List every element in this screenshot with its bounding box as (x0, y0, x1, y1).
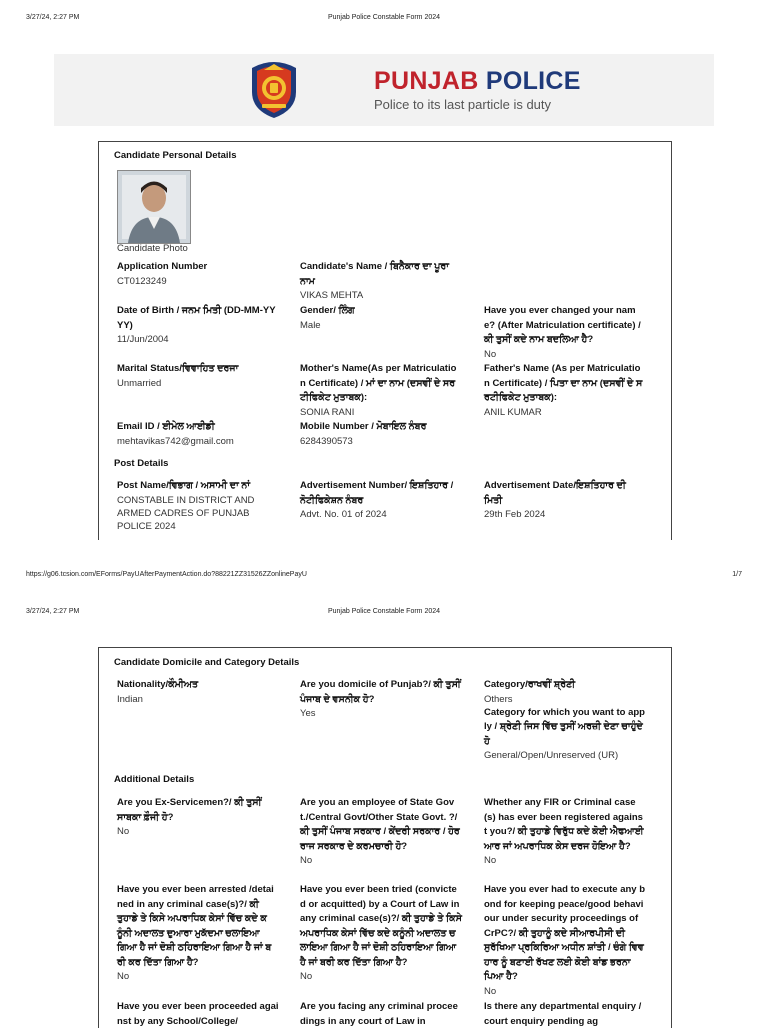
field-govt-employee: Are you an employee of State Govt./Central Govt/Other State Govt. ?/ ਕੀ ਤੁਸੀਂ ਪੰਜਾਬ ਸਰਕਾਰ / ਕੇਂਦਰੀ ਸਰਕਾਰ / ਹੋਰ ਰਾਜ ਸਰਕਾਰ ਦੇ ਕਰਮਚਾਰੀ ਹੋ? No (300, 797, 460, 866)
field-email: Email ID / ਈਮੇਲ ਆਈਡੀ mehtavikas742@gmail.com (117, 421, 234, 447)
brand-tagline: Police to its last particle is duty (374, 97, 552, 112)
section-title-additional: Additional Details (114, 774, 195, 785)
print-datetime: 3/27/24, 2:27 PM (26, 608, 80, 615)
personal-details-panel (98, 141, 672, 540)
field-domicile-punjab: Are you domicile of Punjab?/ ਕੀ ਤੁਸੀਂ ਪੰਜਾਬ ਦੇ ਵਸਨੀਕ ਹੋ? Yes (300, 679, 461, 719)
candidate-avatar-icon (118, 171, 190, 243)
brand-name (374, 67, 581, 96)
field-apply-category-label: Category for which you want to apply / ਸ਼੍ਰੇਣੀ ਜਿਸ ਵਿੱਚ ਤੁਸੀਂ ਅਰਜ਼ੀ ਦੇਣਾ ਚਾਹੁੰਦੇ ਹੋ (484, 706, 645, 747)
domicile-details-panel (98, 647, 672, 1028)
field-ex-servicemen: Are you Ex-Servicemen?/ ਕੀ ਤੁਸੀਂ ਸਾਬਕਾ ਫ਼ੌਜੀ ਹੋ? No (117, 797, 262, 837)
field-name-changed: Have you ever changed your name? (After Matriculation certificate) / ਕੀ ਤੁਸੀਂ ਕਦੇ ਨਾਮ ਬਦਲਿਆ ਹੈ? No (484, 305, 641, 360)
punjab-police-banner (54, 54, 714, 126)
field-school-proceedings: Have you ever been proceeded against by any School/College/ (117, 1001, 279, 1027)
field-nationality: Nationality/ਕੌਮੀਅਤ Indian (117, 679, 199, 705)
field-fir-registered: Whether any FIR or Criminal case(s) has ever been registered against you?/ ਕੀ ਤੁਹਾਡੇ ਵਿਰੁੱਧ ਕਦੇ ਕੋਈ ਐਫਆਈਆਰ ਜਾਂ ਅਪਰਾਧਿਕ ਕੇਸ ਦਰਜ ਹੋਇਆ ਹੈ? No (484, 797, 644, 866)
field-date-of-birth: Date of Birth / ਜਨਮ ਮਿਤੀ (DD-MM-YYYY) 11/Jun/2004 (117, 305, 276, 345)
field-gender: Gender/ ਲਿੰਗ Male (300, 305, 355, 331)
field-advertisement-date: Advertisement Date/ਇਸ਼ਤਿਹਾਰ ਦੀ ਮਿਤੀ 29th Feb 2024 (484, 480, 626, 520)
field-candidate-name: Candidate's Name / ਬਿਨੈਕਾਰ ਦਾ ਪੂਰਾ ਨਾਮ VIKAS MEHTA (300, 261, 449, 301)
candidate-photo (117, 170, 191, 244)
punjab-police-badge-icon (248, 58, 300, 120)
field-security-bond: Have you ever had to execute any bond for keeping peace/good behaviour under security proceedings of CrPC?/ ਕੀ ਤੁਹਾਨੂੰ ਕਦੇ ਸੀਆਰਪੀਸੀ ਦੀ ਸੁਰੱਖਿਆ ਪ੍ਰਕਿਰਿਆ ਅਧੀਨ ਸ਼ਾਂਤੀ / ਚੰਗੇ ਵਿਵਹਾਰ ਨੂੰ ਬਣਾਈ ਰੱਖਣ ਲਈ ਕੋਈ ਬਾਂਡ ਭਰਨਾ ਪਿਆ ਹੈ? No (484, 884, 646, 997)
section-title-post: Post Details (114, 458, 169, 469)
section-title-personal: Candidate Personal Details (114, 150, 237, 161)
field-post-name: Post Name/ਵਿਭਾਗ / ਅਸਾਮੀ ਦਾ ਨਾਂ CONSTABLE IN DISTRICT AND ARMED CADRES OF PUNJAB POLICE 2024 (117, 480, 255, 532)
print-footer-page1 (0, 569, 768, 581)
field-advertisement-number: Advertisement Number/ ਇਸ਼ਤਿਹਾਰ / ਨੋਟੀਫਿਕੇਸ਼ਨ ਨੰਬਰ Advt. No. 01 of 2024 (300, 480, 454, 520)
field-marital-status: Marital Status/ਵਿਵਾਹਿਤ ਦਰਜਾ Unmarried (117, 363, 239, 389)
section-title-domicile: Candidate Domicile and Category Details (114, 657, 300, 668)
print-url: https://g06.tcsion.com/EForms/PayUAfterPaymentAction.do?88221ZZ31526ZZonlinePayU (26, 571, 307, 578)
field-tried-in-court: Have you ever been tried (convicted or acquitted) by a Court of Law in any criminal case(s)?/ ਕੀ ਤੁਹਾਡੇ ਤੇ ਕਿਸੇ ਅਪਰਾਧਿਕ ਕੇਸਾਂ ਵਿੱਚ ਕਦੇ ਕਨੂੰਨੀ ਅਦਾਲਤ ਚਲਾਇਆ ਗਿਆ ਹੈ ਜਾਂ ਦੋਸ਼ੀ ਠਹਿਰਾਇਆ ਗਿਆ ਹੈ ਜਾਂ ਬਰੀ ਕਰ ਦਿੱਤਾ ਗਿਆ ਹੈ? No (300, 884, 462, 982)
print-datetime: 3/27/24, 2:27 PM (26, 14, 80, 21)
candidate-photo-caption: Candidate Photo (117, 243, 188, 254)
field-father-name: Father's Name (As per Matriculation Certificate) / ਪਿਤਾ ਦਾ ਨਾਮ (ਦਸਵੀਂ ਦੇ ਸਰਟੀਫਿਕੇਟ ਮੁਤਾਬਕ): ANIL KUMAR (484, 363, 643, 418)
brand-name-part2: POLICE (485, 67, 581, 95)
brand-name-part1: PUNJAB (374, 67, 479, 95)
print-header-page2 (0, 605, 768, 619)
field-facing-criminal-proceedings: Are you facing any criminal proceedings in any court of Law in (300, 1001, 458, 1027)
print-page-number: 1/7 (732, 571, 742, 578)
field-apply-category-value: General/Open/Unreserved (UR) (484, 750, 619, 761)
print-doc-title: Punjab Police Constable Form 2024 (327, 14, 441, 21)
field-arrested: Have you ever been arrested /detained in any criminal case(s)?/ ਕੀ ਤੁਹਾਡੇ ਤੇ ਕਿਸੇ ਅਪਰਾਧਿਕ ਕੇਸਾਂ ਵਿੱਚ ਕਦੇ ਕਨੂੰਨੀ ਅਦਾਲਤ ਦੁਆਰਾ ਮੁਕੱਦਮਾ ਚਲਾਇਆ ਗਿਆ ਹੈ ਜਾਂ ਦੋਸ਼ੀ ਠਹਿਰਾਇਆ ਗਿਆ ਹੈ ਜਾਂ ਬਰੀ ਕਰ ਦਿੱਤਾ ਗਿਆ ਹੈ? No (117, 884, 274, 982)
field-application-number: Application Number CT0123249 (117, 261, 208, 287)
field-mother-name: Mother's Name(As per Matriculation Certificate) / ਮਾਂ ਦਾ ਨਾਮ (ਦਸਵੀਂ ਦੇ ਸਰਟੀਫਿਕੇਟ ਮੁਤਾਬਕ): SONIA RANI (300, 363, 457, 418)
print-doc-title: Punjab Police Constable Form 2024 (327, 608, 441, 615)
field-category: Category/ਰਾਖਵੀਂ ਸ਼੍ਰੇਣੀ Others Category for which you want to apply / ਸ਼੍ਰੇਣੀ ਜਿਸ ਵਿੱਚ ਤੁਸੀਂ ਅਰਜ਼ੀ ਦੇਣਾ ਚਾਹੁੰਦੇ ਹੋ General/Open/Unreserved (UR) (484, 679, 645, 761)
print-header-page1 (0, 11, 768, 25)
field-departmental-enquiry: Is there any departmental enquiry / court enquiry pending ag (484, 1001, 642, 1027)
field-mobile: Mobile Number / ਮੋਬਾਇਲ ਨੰਬਰ 6284390573 (300, 421, 427, 447)
